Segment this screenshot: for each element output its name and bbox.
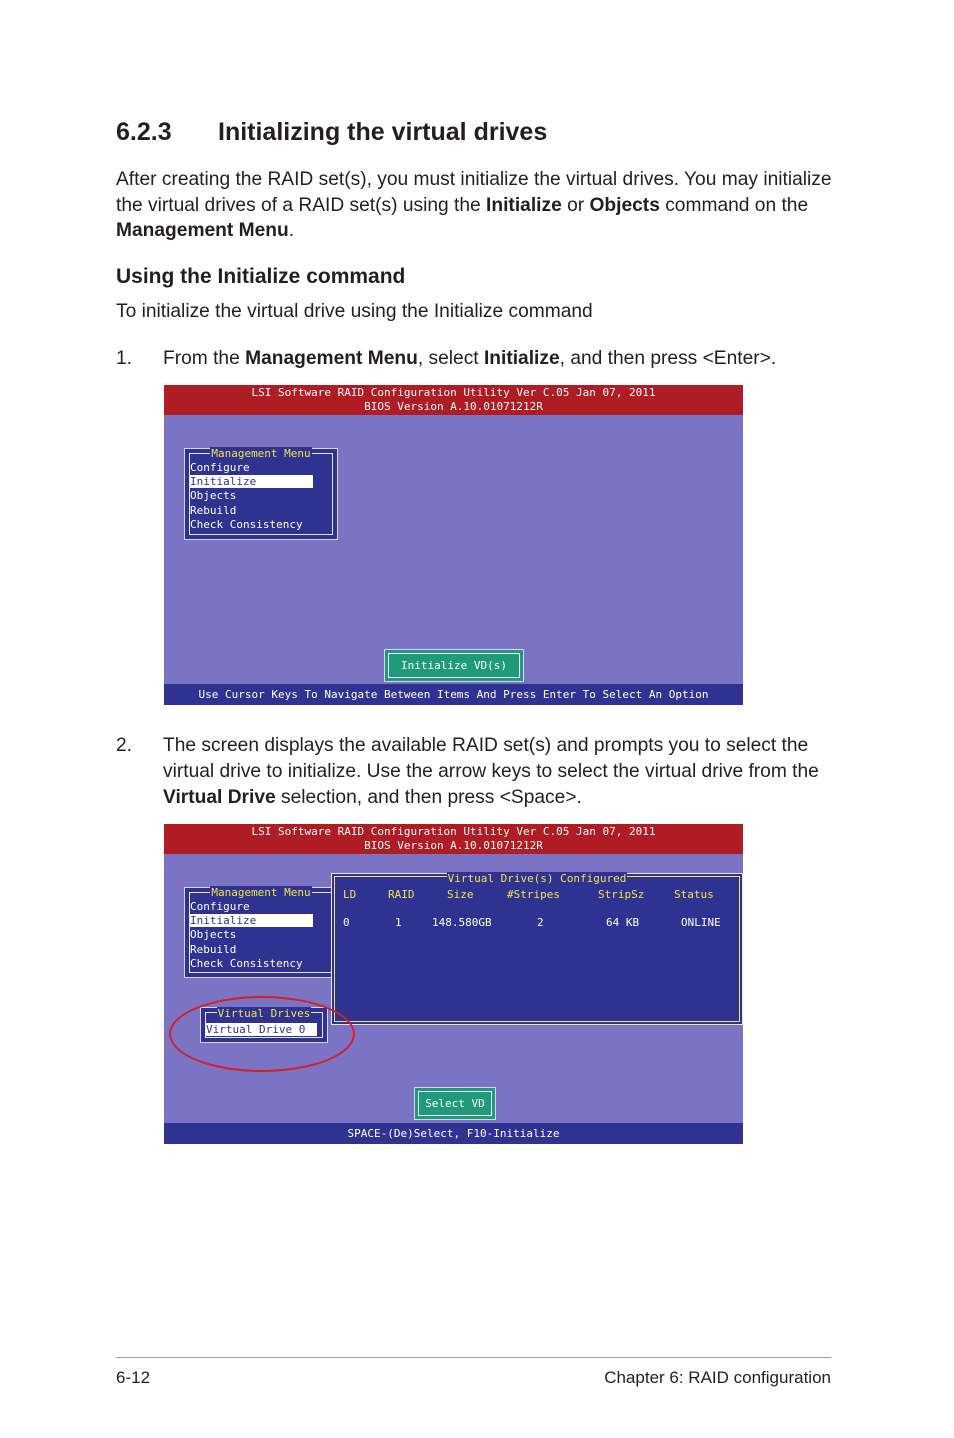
step-2-text [163,733,863,811]
step-2-bold-1: Virtual Drive [163,787,276,808]
section-heading [116,118,547,147]
step-2-text-2: selection, and then press <Space>. [275,787,582,808]
intro-bold-objects: Objects [589,194,660,216]
vd-configured-title-row [332,872,742,886]
management-menu-title-row [185,886,337,900]
vd-row-status: ONLINE [681,916,721,929]
bios-header [164,385,743,415]
management-menu-box [184,887,338,978]
vd-row-raid: 1 [395,916,402,929]
step-1-bold-2: Initialize [483,348,560,369]
management-menu-title-row [185,447,337,461]
vd-row-stripes: 2 [537,916,544,929]
virtual-drive-0-item[interactable]: Virtual Drive 0 [206,1023,317,1036]
intro-bold-initialize: Initialize [486,194,562,216]
subheading: Using the Initialize command [116,265,406,288]
page-number: 6-12 [116,1368,151,1387]
step-2-text-1: The screen displays the available RAID set(s) and prompts you to select the virtual drive to initialize. Use the arrow keys to select the virtual drive from the [163,735,819,782]
intro-bold-management-menu: Management Menu [116,220,289,241]
intro-text-2: or [561,194,590,216]
step-1-number: 1. [116,348,133,369]
bios-header-version: BIOS Version A.10.01071212R [364,400,543,413]
select-vd-button[interactable] [414,1087,496,1120]
step-1-text [163,346,853,372]
menu-item-check-consistency[interactable]: Check Consistency [190,957,303,970]
vd-configured-panel [331,873,743,1025]
menu-item-rebuild[interactable]: Rebuild [190,943,237,956]
col-header-status: Status [674,888,714,901]
intro-text-4: . [288,220,295,241]
menu-item-configure[interactable]: Configure [190,900,250,913]
virtual-drives-title: Virtual Drives [217,1007,311,1020]
intro-paragraph [116,167,846,244]
chapter-title: Chapter 6: RAID configuration [604,1368,831,1387]
col-header-stripes: #Stripes [507,888,560,901]
bios-header-title: LSI Software RAID Configuration Utility Ver C.05 Jan 07, 2011 [251,825,656,838]
section-number: 6.2.3 [116,118,172,146]
menu-item-initialize[interactable]: Initialize [190,914,313,927]
vd-row-stripsz: 64 KB [606,916,640,929]
vd-row-size: 148.580GB [432,916,492,929]
intro-text-1: After creating the RAID set(s), you must initialize the virtual drives. You may initialize the virtual drives of a RAID set(s) using the [116,169,832,216]
initialize-vds-button[interactable] [384,649,524,682]
step-1 [116,346,856,372]
initialize-vds-button-label: Initialize VD(s) [388,653,520,678]
bios-footer: Use Cursor Keys To Navigate Between Items And Press Enter To Select An Option [164,684,743,705]
management-menu-title: Management Menu [211,886,311,899]
management-menu-box [184,448,338,540]
step-1-text-1: From the [163,348,246,369]
vd-row-ld: 0 [343,916,350,929]
step-1-text-2: , select [417,348,484,369]
bios-screen-1 [164,385,743,705]
col-header-raid: RAID [388,888,415,901]
section-title: Initializing the virtual drives [218,118,548,146]
bios-header-version: BIOS Version A.10.01071212R [364,839,543,852]
menu-item-rebuild[interactable]: Rebuild [190,504,237,517]
step-2-number: 2. [116,735,133,756]
bios-header [164,824,743,854]
menu-item-initialize[interactable]: Initialize [190,475,313,488]
step-1-bold-1: Management Menu [245,348,418,369]
menu-item-configure[interactable]: Configure [190,461,250,474]
step-1-text-3: , and then press <Enter>. [559,348,777,369]
col-header-size: Size [447,888,474,901]
vd-configured-title: Virtual Drive(s) Configured [447,872,627,885]
management-menu-title: Management Menu [211,447,311,460]
menu-item-check-consistency[interactable]: Check Consistency [190,518,303,531]
col-header-ld: LD [343,888,357,901]
bios-screen-2 [164,824,743,1144]
select-vd-button-label: Select VD [418,1091,492,1116]
subintro: To initialize the virtual drive using the Initialize command [116,301,593,322]
col-header-stripsz: StripSz [598,888,645,901]
highlight-oval [169,996,355,1072]
menu-item-objects[interactable]: Objects [190,928,237,941]
step-2 [116,733,856,813]
footer-rule [116,1357,831,1358]
menu-item-objects[interactable]: Objects [190,489,237,502]
bios-header-title: LSI Software RAID Configuration Utility Ver C.05 Jan 07, 2011 [251,386,656,399]
intro-text-3: command on the [659,194,809,216]
bios-footer: SPACE-(De)Select, F10-Initialize [164,1123,743,1144]
